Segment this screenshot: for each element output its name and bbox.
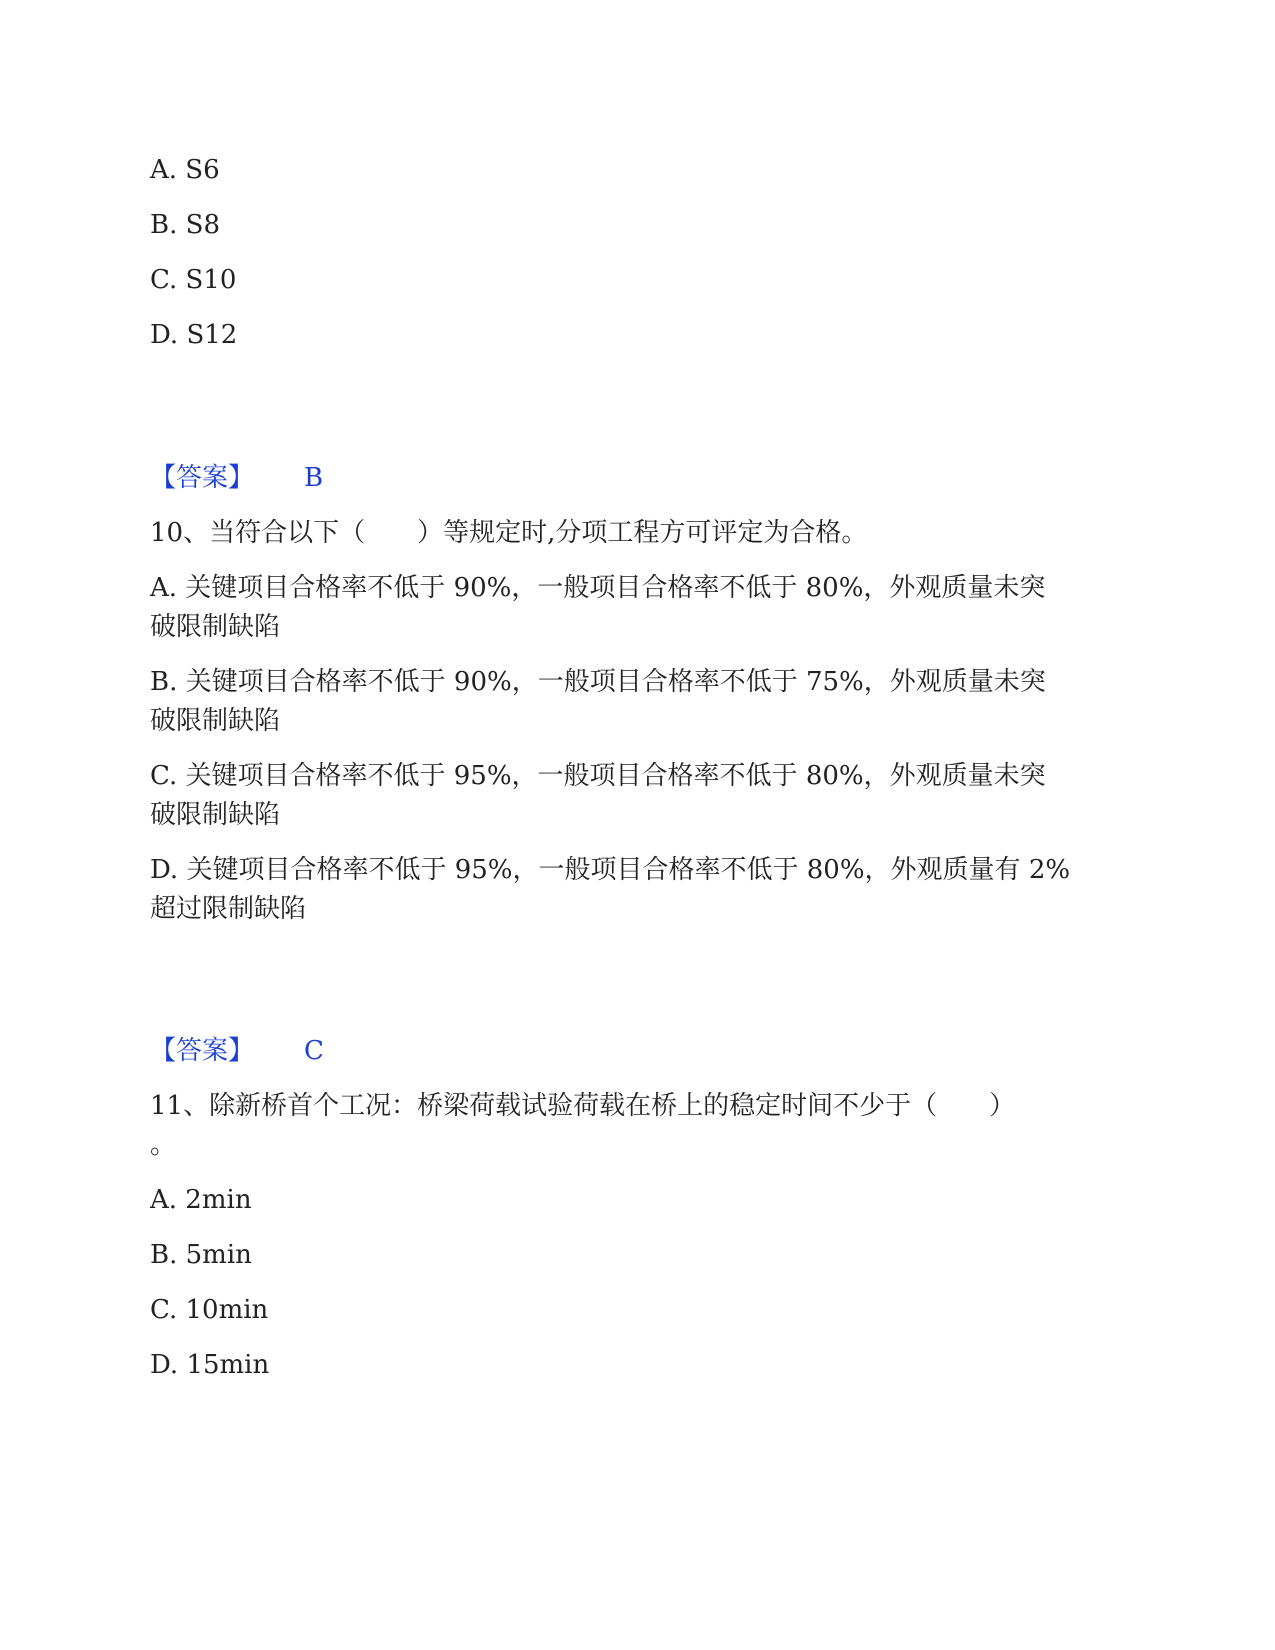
q10-option-a-line1: A. 关键项目合格率不低于 90%，一般项目合格率不低于 80%，外观质量未突 bbox=[150, 573, 1046, 603]
q11-stem-line1: 11、除新桥首个工况：桥梁荷载试验荷载在桥上的稳定时间不少于（ ） bbox=[150, 1091, 1016, 1121]
q9-option-c: C. S10 bbox=[150, 265, 237, 295]
q9-answer bbox=[150, 458, 323, 498]
q9-option-d: D. S12 bbox=[150, 320, 238, 350]
q10-option-d-line2: 超过限制缺陷 bbox=[150, 894, 307, 924]
q10-option-b-line1: B. 关键项目合格率不低于 90%，一般项目合格率不低于 75%，外观质量未突 bbox=[150, 667, 1046, 697]
q10-answer bbox=[150, 1031, 324, 1071]
q10-option-c-line2: 破限制缺陷 bbox=[150, 800, 281, 830]
q10-option-c-line1: C. 关键项目合格率不低于 95%，一般项目合格率不低于 80%，外观质量未突 bbox=[150, 761, 1046, 791]
q10-option-a-line2: 破限制缺陷 bbox=[150, 612, 281, 642]
answer-value: C bbox=[304, 1036, 324, 1066]
q10-option-d-line1: D. 关键项目合格率不低于 95%，一般项目合格率不低于 80%，外观质量有 2% bbox=[150, 855, 1071, 885]
q11-option-c: C. 10min bbox=[150, 1295, 269, 1325]
answer-tag: 【答案】 bbox=[150, 1036, 255, 1066]
answer-value: B bbox=[304, 463, 324, 493]
q10-option-b-line2: 破限制缺陷 bbox=[150, 706, 281, 736]
q11-option-b: B. 5min bbox=[150, 1240, 252, 1270]
q11-option-d: D. 15min bbox=[150, 1350, 270, 1380]
q10-stem: 10、当符合以下（ ）等规定时,分项工程方可评定为合格。 bbox=[150, 518, 868, 548]
q11-stem-line2: 。 bbox=[150, 1130, 177, 1160]
q9-option-b: B. S8 bbox=[150, 210, 220, 240]
q11-option-a: A. 2min bbox=[150, 1185, 252, 1215]
q9-option-a: A. S6 bbox=[150, 155, 220, 185]
answer-tag: 【答案】 bbox=[150, 463, 255, 493]
